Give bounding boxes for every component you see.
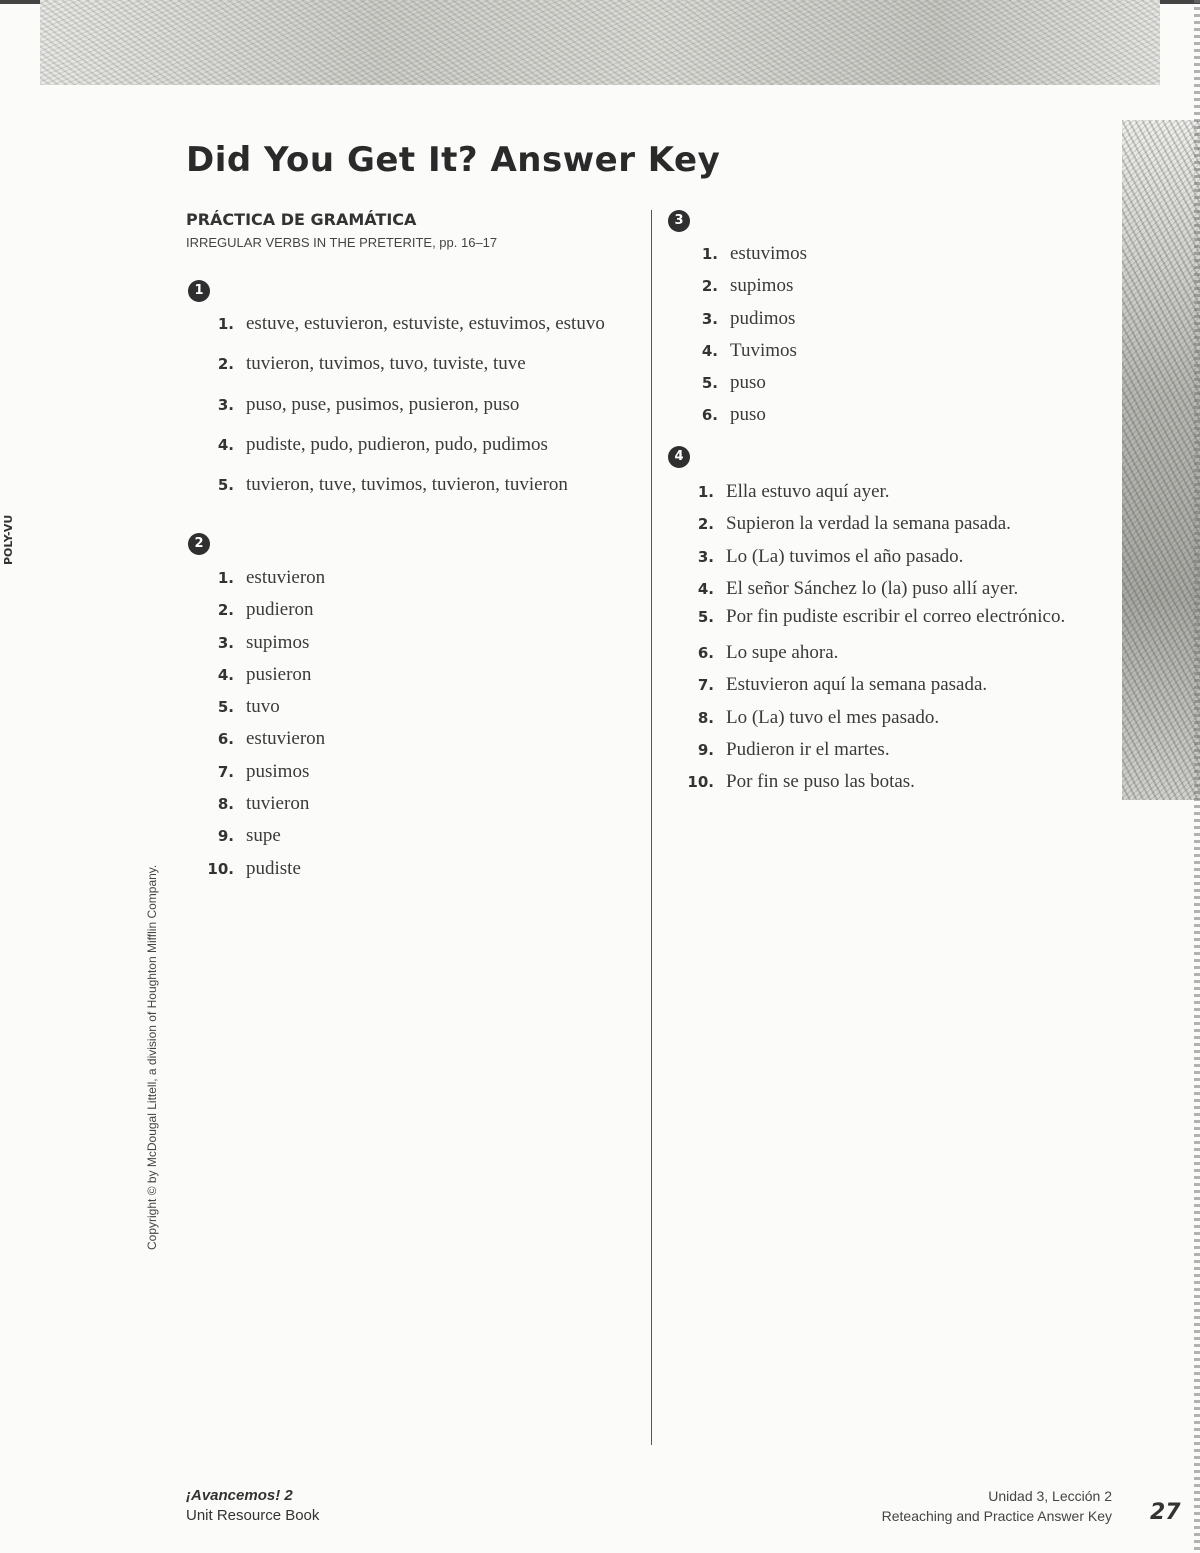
list-item: 2. pudieron xyxy=(217,599,314,621)
list-item: 4. pusieron xyxy=(217,663,312,685)
book-title: ¡Avancemos! 2 xyxy=(186,1487,293,1504)
copyright-text: Copyright © by McDougal Littell, a division of Houghton Mifflin Company. xyxy=(145,864,159,1250)
list-item: 5. puso xyxy=(701,372,766,394)
list-item: 5. tuvo xyxy=(217,696,280,718)
activity-4-marker: 4 xyxy=(668,446,690,468)
scanner-watermark-text: POLY-VU xyxy=(2,514,15,565)
decorative-header-band xyxy=(40,0,1160,85)
list-item: 8. tuvieron xyxy=(217,793,310,815)
section-title: PRÁCTICA DE GRAMÁTICA xyxy=(186,210,417,229)
activity-1-marker: 1 xyxy=(188,280,210,302)
list-item: 3. pudimos xyxy=(701,307,796,329)
list-item: 4. pudiste, pudo, pudieron, pudo, pudimos xyxy=(217,433,548,455)
page-edge-shadow xyxy=(1194,0,1200,1553)
list-item: 8. Lo (La) tuvo el mes pasado. xyxy=(697,706,940,728)
list-item: 4. El señor Sánchez lo (la) puso allí ayer. xyxy=(697,577,1019,599)
activity-1-answers xyxy=(200,308,630,509)
list-item: 5. Por fin pudiste escribir el correo electrónico. xyxy=(697,606,1066,628)
list-item: 3. supimos xyxy=(217,631,310,653)
list-item: 1. Ella estuvo aquí ayer. xyxy=(697,481,890,502)
column-divider xyxy=(651,210,652,1445)
page-number: 27 xyxy=(1150,1500,1181,1525)
list-item: 3. Lo (La) tuvimos el año pasado. xyxy=(697,545,964,567)
activity-3-answers xyxy=(680,238,1080,432)
activity-3-marker: 3 xyxy=(668,210,690,232)
scanner-watermark xyxy=(0,470,20,570)
book-subtitle: Unit Resource Book xyxy=(186,1507,320,1524)
activity-2-answers xyxy=(200,562,600,885)
list-item: 6. Lo supe ahora. xyxy=(697,642,839,664)
list-item: 6. puso xyxy=(701,404,766,426)
list-item: 6. estuvieron xyxy=(217,728,326,750)
activity-2-marker: 2 xyxy=(188,533,210,555)
list-item: 10. pudiste xyxy=(207,857,301,879)
list-item: 1. estuve, estuvieron, estuviste, estuvimos, estuvo xyxy=(217,313,605,334)
list-item: 1. estuvieron xyxy=(217,567,326,588)
list-item: 2. tuvieron, tuvimos, tuvo, tuviste, tuve xyxy=(217,353,526,375)
unit-lesson: Unidad 3, Lección 2 xyxy=(988,1488,1112,1504)
list-item: 3. puso, puse, pusimos, pusieron, puso xyxy=(217,393,520,415)
list-item: 1. estuvimos xyxy=(701,243,808,264)
list-item: 5. tuvieron, tuve, tuvimos, tuvieron, tuvieron xyxy=(217,474,568,496)
list-item: 9. Pudieron ir el martes. xyxy=(697,739,890,761)
list-item: 9. supe xyxy=(217,825,281,847)
list-item: 2. supimos xyxy=(701,275,794,297)
list-item: 4. Tuvimos xyxy=(701,339,797,361)
footer-book-info xyxy=(186,1486,319,1526)
section-subtitle: IRREGULAR VERBS IN THE PRETERITE, pp. 16–17 xyxy=(186,235,498,250)
list-item: 10. Por fin se puso las botas. xyxy=(687,771,915,793)
section-label: Reteaching and Practice Answer Key xyxy=(881,1508,1112,1524)
footer-unit-info xyxy=(882,1486,1112,1526)
list-item: 2. Supieron la verdad la semana pasada. xyxy=(697,513,1011,535)
page-title: Did You Get It? Answer Key xyxy=(186,140,721,180)
list-item: 7. Estuvieron aquí la semana pasada. xyxy=(697,674,988,696)
activity-4-answers xyxy=(670,476,1110,799)
list-item: 7. pusimos xyxy=(217,760,310,782)
decorative-side-strip xyxy=(1122,120,1200,800)
